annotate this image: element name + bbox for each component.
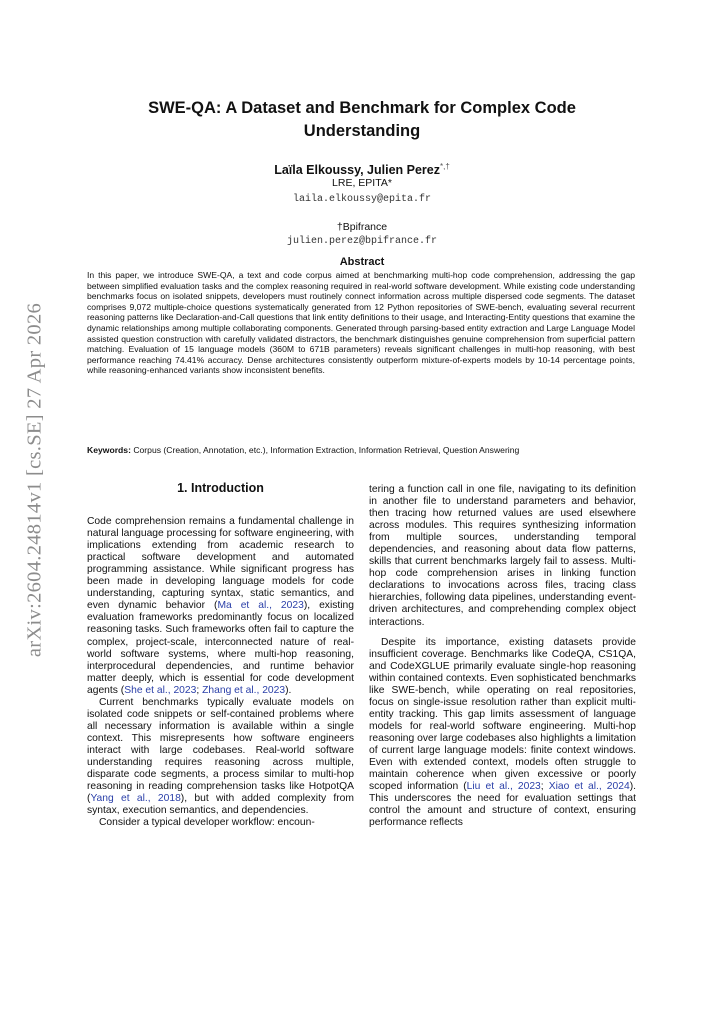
email-1: laila.elkoussy@epita.fr (292, 194, 432, 205)
section-heading-introduction: 1. Introduction (177, 481, 264, 495)
author-marks: *,† (440, 162, 450, 171)
intro-paragraph-3-start (87, 817, 354, 829)
citation-link[interactable]: Liu et al., 2023 (466, 781, 541, 793)
intro-paragraph-4: Despite its importance, existing datasets provide insufficient coverage. Benchmarks like CodeQA, CS1QA, and CodeXGLUE primarily evaluate single-hop reasoning within contained contexts. Even sophisticated benchmarks like SWE-bench, while operating on real repositories, focus on single-issue resolution rather than explicit multi-entity tracking. This gap limits assessment of language models for real-world software engineering. Multi-hop reasoning over large codebases also highlights a limitation of current large language models: finite context windows. Even with extended context, models often struggle to maintain coherence when given excessive or poorly scoped information (Liu et al., 2023; Xiao et al., 2024). This underscores the need for evaluation settings that control the amount and structure of context, ensuring performance reflects (369, 636, 636, 829)
citation-link[interactable]: Zhang et al., 2023 (202, 684, 286, 696)
intro-paragraph-1: Code comprehension remains a fundamental challenge in natural language processing for software engineering, with implications extending from academic research to practical software development and automated programming assistance. While significant progress has been made in developing language models for code understanding, capturing syntax, static semantics, and even dynamic behavior (Ma et al., 2023), existing evaluation frameworks predominantly focus on localized reasoning tasks. Such frameworks often fail to capture the complex, project-scale, interconnected nature of real-world software systems, where multi-hop reasoning, interprocedural dependencies, and runtime behavior matter deeply, which is essential for code development agents (She et al., 2023; Zhang et al., 2023). (87, 516, 354, 696)
abstract-heading: Abstract (339, 256, 385, 268)
author-line (120, 162, 604, 177)
affiliation-2: †Bpifrance (336, 221, 388, 233)
citation-link[interactable]: Ma et al., 2023 (217, 600, 304, 612)
paper-title: SWE-QA: A Dataset and Benchmark for Complex Code Understanding (148, 99, 576, 140)
keywords-text: Corpus (Creation, Annotation, etc.), Information Extraction, Information Retrieval, Question Answering (130, 445, 520, 455)
keywords (87, 445, 635, 456)
intro-paragraph-2: Current benchmarks typically evaluate models on isolated code snippets or self-contained problems where all necessary information is available within a single context. This misrepresents how software engineers interact with large codebases. Real-world software understanding requires reasoning across multiple, disparate code segments, a process similar to multi-hop reasoning in reading comprehension tasks like HotpotQA (Yang et al., 2018), but with added complexity from syntax, execution semantics, and dependencies. (87, 696, 354, 817)
intro-paragraph-3-part1: Consider a typical developer workflow: encoun- (99, 817, 315, 829)
email-2: julien.perez@bpifrance.fr (286, 236, 438, 247)
citation-link[interactable]: Yang et al., 2018 (90, 793, 181, 805)
intro-paragraph-3-cont: tering a function call in one file, navigating to its definition in another file to understand parameters and behavior, then tracing how returned values are used elsewhere across modules. This requires synthesizing information from multiple sources, understanding temporal dependencies, and reasoning about data flow patterns, skills that current benchmarks largely fail to assess. Multi-hop code comprehension arises in linking function declarations to invocations across files, tracing class hierarchies, following data pipelines, understanding event-driven architectures, and comprehending complex object interactions. (369, 484, 636, 628)
citation-link[interactable]: Xiao et al., 2024 (548, 781, 630, 793)
arxiv-sidebar (0, 0, 62, 1019)
author-names: Laïla Elkoussy, Julien Perez (274, 163, 441, 178)
left-column (87, 482, 354, 829)
keywords-label: Keywords: (87, 445, 131, 455)
citation-link[interactable]: She et al., 2023 (124, 684, 197, 696)
affiliation-1: LRE, EPITA* (332, 177, 392, 189)
right-column (369, 484, 636, 829)
arxiv-identifier: arXiv:2604.24814v1 [cs.SE] 27 Apr 2026 (23, 302, 46, 658)
abstract-text: In this paper, we introduce SWE-QA, a text and code corpus aimed at benchmarking multi-hop code comprehension, addressing the gap between simplified evaluation tasks and the complex reasoning required in real-world software development. While existing code understanding benchmarks focus on isolated snippets, developers must routinely connect information across multiple dispersed code segments. The dataset comprises 9,072 multiple-choice questions systematically generated from 12 Python repositories of SWE-bench, evaluating several recurrent reasoning patterns like Declaration-and-Call questions that link entity definitions to their usage, and Interacting-Entity questions that examine the dynamic relationships among multiple collaborating components. Generated through parsing-based entity extraction and Large Language Model assisted question construction with carefully validated distractors, the benchmark distinguishes genuine comprehension from superficial pattern matching. Evaluation of 15 language models (360M to 671B parameters) reveals significant challenges in multi-hop reasoning, with best performance reaching 74.41% accuracy. Dense architectures consistently outperform mixture-of-experts models by 10-14 percentage points, while reasoning-enhanced variants show inconsistent benefits. (87, 270, 635, 376)
